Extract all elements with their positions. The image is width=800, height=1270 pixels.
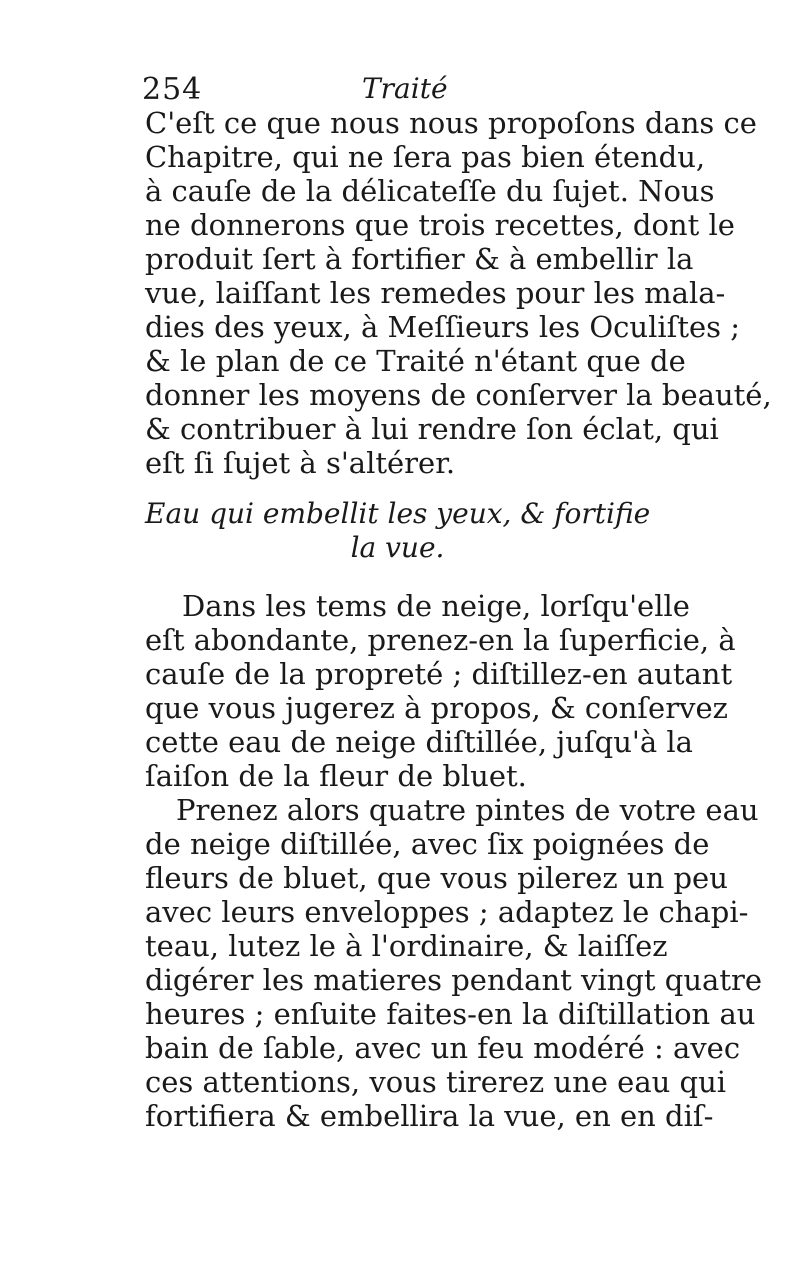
text-line: de neige diſtillée, avec ſix poignées de bbox=[145, 827, 710, 861]
section-heading: Eau qui embellit les yeux, & fortifie bbox=[145, 497, 651, 530]
page-number: 254 bbox=[142, 72, 203, 107]
text-line: vue, laiſſant les remedes pour les mala- bbox=[145, 276, 726, 310]
text-line: à cauſe de la délicateſſe du ſujet. Nous bbox=[145, 174, 715, 208]
text-line: cette eau de neige diſtillée, juſqu'à la bbox=[145, 725, 693, 759]
text-line: fleurs de bluet, que vous pilerez un peu bbox=[145, 861, 728, 895]
page-header bbox=[142, 72, 652, 108]
text-line: que vous jugerez à propos, & conſervez bbox=[145, 691, 728, 725]
text-line: eſt ſi ſujet à s'altérer. bbox=[145, 446, 456, 480]
text-line: teau, lutez le à l'ordinaire, & laiſſez bbox=[145, 929, 668, 963]
text-line: C'eſt ce que nous nous propoſons dans ce bbox=[145, 106, 757, 140]
text-line: Dans les tems de neige, lorſqu'elle bbox=[182, 589, 690, 623]
text-line: Prenez alors quatre pintes de votre eau bbox=[176, 793, 759, 827]
text-line: heures ; enſuite faites-en la diſtillation au bbox=[145, 997, 756, 1031]
running-title: Traité bbox=[362, 72, 448, 105]
text-line: fortifiera & embellira la vue, en en diſ- bbox=[145, 1099, 714, 1133]
text-line: donner les moyens de conſerver la beauté, bbox=[145, 378, 772, 412]
text-line: & le plan de ce Traité n'étant que de bbox=[145, 344, 686, 378]
text-line: eſt abondante, prenez-en la ſuperficie, à bbox=[145, 623, 736, 657]
text-line: ne donnerons que trois recettes, dont le bbox=[145, 208, 735, 242]
text-line: Chapitre, qui ne ſera pas bien étendu, bbox=[145, 140, 706, 174]
text-line: ſaiſon de la fleur de bluet. bbox=[145, 759, 527, 793]
text-line: cauſe de la propreté ; diſtillez-en autant bbox=[145, 657, 733, 691]
text-line: dies des yeux, à Meſſieurs les Oculiſtes ; bbox=[145, 310, 741, 344]
section-heading-continuation: la vue. bbox=[350, 531, 445, 564]
text-line: & contribuer à lui rendre ſon éclat, qui bbox=[145, 412, 719, 446]
text-line: digérer les matieres pendant vingt quatre bbox=[145, 963, 763, 997]
text-line: bain de ſable, avec un feu modéré : avec bbox=[145, 1031, 741, 1065]
text-line: produit ſert à fortifier & à embellir la bbox=[145, 242, 694, 276]
text-line: avec leurs enveloppes ; adaptez le chapi- bbox=[145, 895, 749, 929]
text-line: ces attentions, vous tirerez une eau qui bbox=[145, 1065, 727, 1099]
